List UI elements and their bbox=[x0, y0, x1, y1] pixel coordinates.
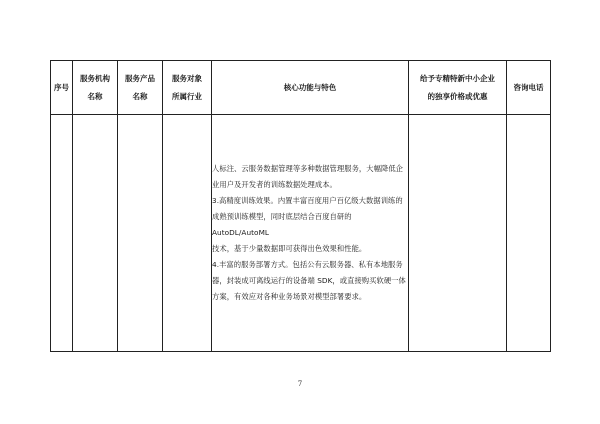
features-line: 3.高精度训练效果。内置丰富百度用户百亿级大数据训练的 bbox=[212, 196, 403, 205]
features-line: 业用户及开发者的训练数据处理成本。 bbox=[212, 180, 337, 189]
features-line: 方案，有效应对各种业务场景对模型部署要求。 bbox=[212, 292, 367, 301]
cell-price bbox=[409, 115, 507, 352]
page-number: 7 bbox=[297, 380, 303, 388]
header-row bbox=[51, 61, 551, 115]
cell-seq bbox=[51, 115, 73, 352]
features-line: 成熟预训练模型，同时底层结合百度自研的 AutoDL/AutoML bbox=[212, 212, 352, 237]
header-seq: 序号 bbox=[51, 61, 73, 115]
header-product-name: 服务产品 名称 bbox=[118, 61, 163, 115]
features-line: 技术，基于少量数据即可获得出色效果和性能。 bbox=[212, 244, 367, 253]
cell-target bbox=[163, 115, 212, 352]
cell-features bbox=[212, 115, 409, 352]
header-phone: 咨询电话 bbox=[507, 61, 551, 115]
header-org-name: 服务机构 名称 bbox=[73, 61, 118, 115]
service-table bbox=[50, 60, 551, 352]
cell-phone bbox=[507, 115, 551, 352]
header-exclusive-price: 给予专精特新中小企业 的独享价格或优惠 bbox=[409, 61, 507, 115]
header-target-industry: 服务对象 所属行业 bbox=[163, 61, 212, 115]
features-line: 人标注、云服务数据管理等多种数据管理服务，大幅降低企 bbox=[212, 164, 404, 173]
table-row bbox=[51, 115, 551, 352]
cell-org bbox=[73, 115, 118, 352]
cell-product bbox=[118, 115, 163, 352]
features-line: 4.丰富的服务部署方式。包括公有云服务器、私有本地服务 bbox=[212, 260, 403, 269]
header-features: 核心功能与特色 bbox=[212, 61, 409, 115]
features-line: 器，封装成可离线运行的设备端 SDK，或直接购买软硬一体 bbox=[212, 276, 406, 285]
